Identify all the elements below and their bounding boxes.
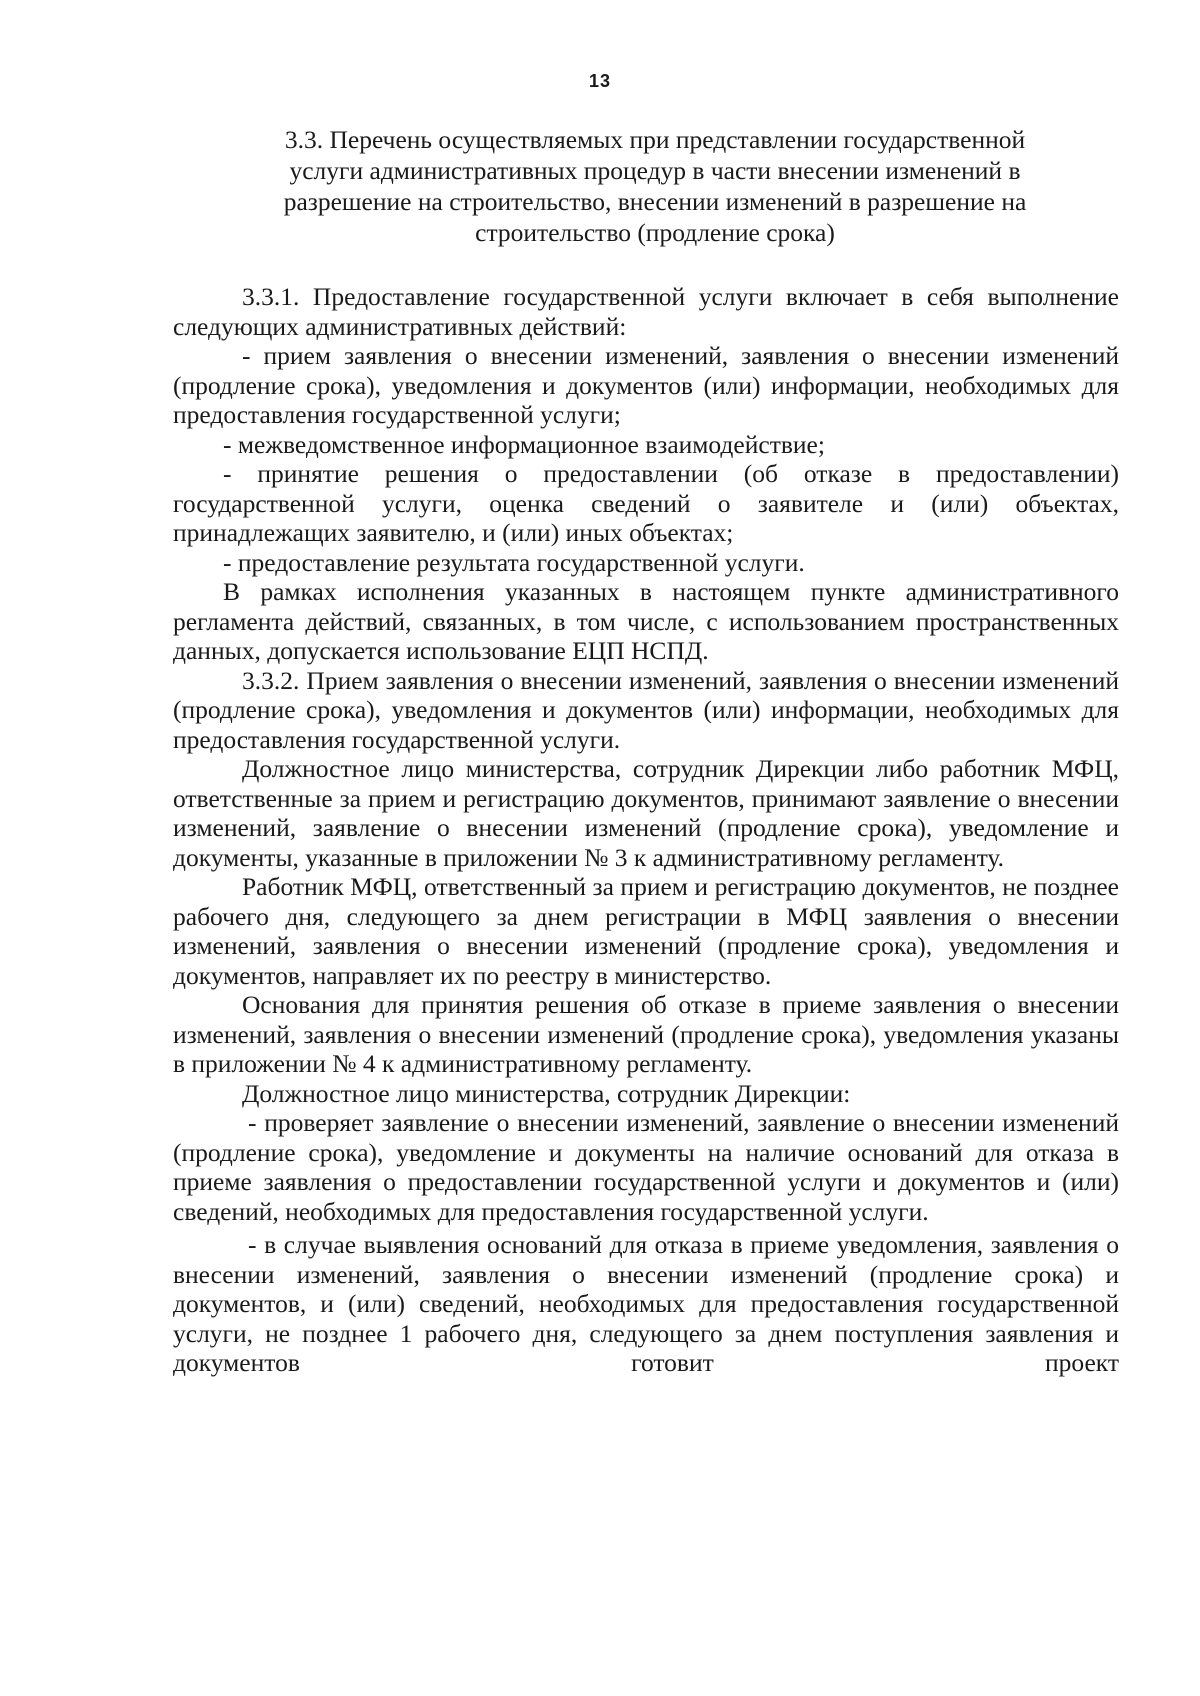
paragraph-mfc-worker: Работник МФЦ, ответственный за прием и регистрацию документов, не позднее рабочего дня, следующего за днем регистрации в МФЦ заявления о внесении изменений, заявления о внесении изменений (продление срока), уведомления и документов, направляет их по реестру в министерство. [173, 872, 1119, 990]
heading-line: услуги административных процедур в части внесении изменений в [289, 156, 1021, 185]
paragraph-refusal-grounds: Основания для принятия решения об отказе в приеме заявления о внесении изменений, заявления о внесении изменений (продление срока), уведомления указаны в приложении № 4 к административному регламенту. [173, 990, 1119, 1078]
list-item-refusal-case: - в случае выявления оснований для отказа в приеме уведомления, заявления о внесении изменений, заявления о внесении изменений (продление срока) и документов, и (или) сведений, необходимых для предоставления государственной услуги, не позднее 1 рабочего дня, следующего за днем поступления заявления и документов готовит проект [173, 1230, 1119, 1377]
list-item-reception: - прием заявления о внесении изменений, заявления о внесении изменений (продление срока), уведомления и документов (или) информации, необходимых для предоставления государственной услуги; [173, 341, 1119, 429]
paragraph-3-3-2: 3.3.2. Прием заявления о внесении изменений, заявления о внесении изменений (продление срока), уведомления и документов (или) информации, необходимых для предоставления государственной услуги. [173, 665, 1119, 754]
heading-line: разрешение на строительство, внесении изменений в разрешение на [283, 187, 1027, 216]
paragraph-official-directorate: Должностное лицо министерства, сотрудник Дирекции: [242, 1078, 851, 1108]
section-heading [210, 124, 1100, 248]
heading-line: 3.3. Перечень осуществляемых при представлении государственной [284, 125, 1026, 154]
list-item-result: - предоставление результата государственной услуги. [223, 547, 805, 577]
paragraph-official-accepts: Должностное лицо министерства, сотрудник Дирекции либо работник МФЦ, ответственные за прием и регистрацию документов, принимают заявление о внесении изменений, заявление о внесении изменений (продление срока), уведомление и документы, указанные в приложении № 3 к административному регламенту. [173, 754, 1119, 872]
paragraph-3-3-1: 3.3.1. Предоставление государственной услуги включает в себя выполнение следующих административных действий: [173, 282, 1119, 341]
page-number: 13 [588, 71, 612, 91]
paragraph-spatial-data: В рамках исполнения указанных в настоящем пункте административного регламента действий, связанных, в том числе, с использованием пространственных данных, допускается использование ЕЦП НСПД. [173, 577, 1119, 665]
heading-line: строительство (продление срока) [475, 218, 835, 247]
list-item-decision: - принятие решения о предоставлении (об отказе в предоставлении) государственной услуги, оценка сведений о заявителе и (или) объектах, принадлежащих заявителю, и (или) иных объектах; [173, 459, 1119, 547]
document-body [173, 282, 1119, 1378]
list-item-checks: - проверяет заявление о внесении изменений, заявление о внесении изменений (продление срока), уведомление и документы на наличие оснований для отказа в приеме заявления о предоставлении государственной услуги и документов и (или) сведений, необходимых для предоставления государственной услуги. [173, 1108, 1119, 1226]
list-item-interagency: - межведомственное информационное взаимодействие; [223, 429, 825, 459]
